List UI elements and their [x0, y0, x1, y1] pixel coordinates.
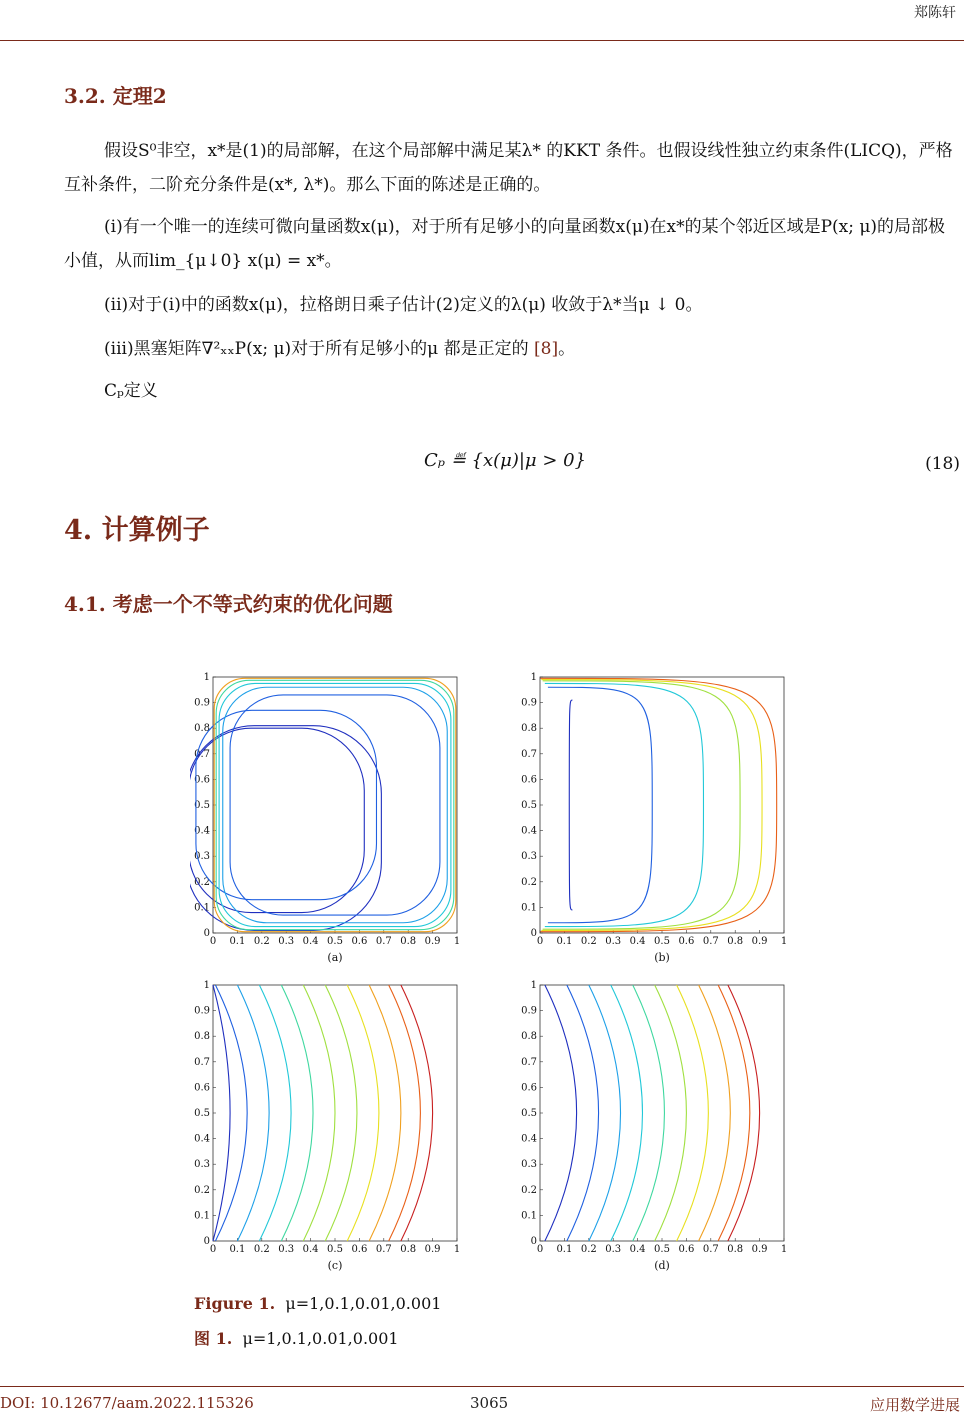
section-4-1-title: 4.1. 考虑一个不等式约束的优化问题 — [64, 592, 393, 616]
y-tick-label: 0.1 — [194, 902, 210, 914]
contour-line — [548, 687, 652, 923]
y-tick-label: 0.3 — [194, 1159, 210, 1171]
contour-line — [259, 985, 291, 1241]
x-tick-label: 0.6 — [351, 1244, 368, 1255]
contour-line — [303, 985, 335, 1241]
y-tick-label: 1 — [530, 672, 537, 683]
x-tick-label: 0.4 — [629, 936, 646, 947]
display-equation: Cₚ ≝ {x(μ)|μ > 0} — [424, 450, 587, 471]
y-tick-label: 0.7 — [521, 748, 537, 760]
footer-page-number: 3065 — [470, 1394, 509, 1412]
contour-line — [347, 985, 379, 1241]
y-tick-label: 0.9 — [521, 1005, 537, 1017]
contour-line — [543, 681, 740, 929]
panel-label: (d) — [654, 1259, 670, 1272]
x-tick-label: 1 — [453, 936, 461, 947]
contour-line — [611, 985, 643, 1241]
y-tick-label: 0.4 — [521, 825, 537, 837]
x-tick-label: 0.1 — [556, 936, 573, 947]
y-tick-label: 0 — [530, 928, 537, 939]
x-tick-label: 0.6 — [351, 936, 368, 947]
x-tick-label: 0.6 — [678, 936, 695, 947]
contour-line — [223, 687, 447, 923]
y-tick-label: 0.5 — [521, 800, 537, 811]
x-tick-label: 0.9 — [751, 1244, 768, 1255]
x-tick-label: 1 — [780, 1244, 788, 1255]
contour-line — [219, 683, 451, 926]
x-tick-label: 0.7 — [375, 1244, 392, 1255]
y-tick-label: 1 — [530, 980, 537, 991]
y-tick-label: 0.3 — [521, 1159, 537, 1171]
x-tick-label: 0.7 — [702, 936, 719, 947]
contour-line — [214, 678, 456, 931]
x-tick-label: 0.5 — [327, 936, 343, 947]
y-tick-label: 0.8 — [194, 1031, 210, 1043]
citation-link[interactable]: [8] — [534, 339, 559, 359]
x-tick-label: 0.2 — [253, 936, 270, 947]
y-tick-label: 0.8 — [521, 1031, 537, 1043]
contour-line — [401, 985, 433, 1241]
theorem-paragraph-1: 假设S⁰非空，x*是(1)的局部解，在这个局部解中满足某λ* 的KKT 条件。也假设线性独立约束条件(LICQ)，严格互补条件，二阶充分条件是(x*, λ*)。那么下面的陈述是正确的。 — [64, 141, 953, 195]
panel-label: (c) — [327, 1259, 343, 1272]
x-tick-label: 1 — [780, 936, 788, 947]
x-tick-label: 1 — [453, 1244, 461, 1255]
x-tick-label: 0 — [209, 1244, 217, 1255]
y-tick-label: 0.6 — [194, 1082, 210, 1094]
contour-line — [237, 985, 269, 1241]
contour-line — [369, 985, 401, 1241]
contour-line — [567, 985, 599, 1241]
contour-line — [216, 680, 454, 929]
x-tick-label: 0 — [536, 1244, 544, 1255]
y-tick-label: 0.5 — [194, 1108, 210, 1119]
running-header-author: 郑陈轩 — [914, 5, 956, 21]
x-tick-label: 0.4 — [629, 1244, 646, 1255]
y-tick-label: 1 — [203, 980, 210, 991]
x-tick-label: 0.5 — [654, 936, 670, 947]
contour-line — [545, 683, 704, 926]
y-tick-label: 0.9 — [521, 697, 537, 709]
figure-1 — [190, 665, 790, 1281]
contour-line — [633, 985, 665, 1241]
x-tick-label: 0.5 — [327, 1244, 343, 1255]
footer-doi-link[interactable]: DOI: 10.12677/aam.2022.115326 — [0, 1394, 254, 1412]
figure-caption-zh — [194, 1326, 399, 1349]
x-tick-label: 0.3 — [278, 936, 295, 947]
y-tick-label: 0.8 — [521, 723, 537, 735]
y-tick-label: 0.2 — [194, 1184, 210, 1196]
theorem-paragraph-2: (i)有一个唯一的连续可微向量函数x(μ)，对于所有足够小的向量函数x(μ)在x*的某个邻近区域是P(x; μ)的局部极小值，从而lim_{μ↓0} x(μ) = x*。 — [64, 217, 946, 271]
y-tick-label: 0.2 — [521, 1184, 537, 1196]
y-tick-label: 1 — [203, 672, 210, 683]
x-tick-label: 0.3 — [605, 1244, 622, 1255]
x-tick-label: 0.7 — [702, 1244, 719, 1255]
y-tick-label: 0.2 — [194, 876, 210, 888]
equation-number: (18) — [925, 454, 960, 474]
x-tick-label: 0.4 — [302, 1244, 319, 1255]
y-tick-label: 0.4 — [521, 1133, 537, 1145]
y-tick-label: 0.1 — [521, 902, 537, 914]
x-tick-label: 0 — [209, 936, 217, 947]
y-tick-label: 0.2 — [521, 876, 537, 888]
x-tick-label: 0.5 — [654, 1244, 670, 1255]
y-tick-label: 0.3 — [194, 851, 210, 863]
contour-line — [569, 700, 572, 910]
panel-label: (a) — [327, 951, 343, 964]
caption-zh-label: 图 1. — [194, 1329, 233, 1348]
x-tick-label: 0.3 — [605, 936, 622, 947]
y-tick-label: 0.6 — [194, 774, 210, 786]
y-tick-label: 0 — [203, 928, 210, 939]
y-tick-label: 0.5 — [521, 1108, 537, 1119]
x-tick-label: 0.7 — [375, 936, 392, 947]
theorem-paragraph-4 — [64, 332, 962, 366]
caption-en-text: μ=1,0.1,0.01,0.001 — [285, 1294, 442, 1313]
y-tick-label: 0.6 — [521, 774, 537, 786]
x-tick-label: 0.9 — [751, 936, 768, 947]
paragraph-4-text: (iii)黑塞矩阵∇²ₓₓP(x; μ)对于所有足够小的μ 都是正定的 — [104, 339, 534, 359]
y-tick-label: 0.4 — [194, 825, 210, 837]
y-tick-label: 0.7 — [194, 1056, 210, 1068]
contour-line — [699, 985, 731, 1241]
x-tick-label: 0.4 — [302, 936, 319, 947]
x-tick-label: 0.8 — [727, 936, 744, 947]
contour-line — [728, 985, 760, 1241]
panel-frame — [540, 677, 784, 933]
x-tick-label: 0.8 — [727, 1244, 744, 1255]
contour-line — [389, 985, 421, 1241]
y-tick-label: 0.9 — [194, 697, 210, 709]
caption-zh-text: μ=1,0.1,0.01,0.001 — [242, 1329, 399, 1348]
x-tick-label: 0.2 — [580, 1244, 597, 1255]
contour-line — [589, 985, 621, 1241]
contour-line — [718, 985, 750, 1241]
x-tick-label: 0.1 — [229, 936, 246, 947]
figure-caption-en — [194, 1294, 441, 1313]
section-4-title: 4. 计算例子 — [64, 515, 210, 546]
definition-intro: Cₚ定义 — [104, 381, 158, 401]
x-tick-label: 0.8 — [400, 1244, 417, 1255]
y-tick-label: 0.8 — [194, 723, 210, 735]
header-rule — [0, 40, 964, 41]
panel-frame — [213, 677, 457, 933]
y-tick-label: 0 — [530, 1236, 537, 1247]
y-tick-label: 0.7 — [194, 748, 210, 760]
x-tick-label: 0.1 — [229, 1244, 246, 1255]
x-tick-label: 0.2 — [253, 1244, 270, 1255]
x-tick-label: 0.8 — [400, 936, 417, 947]
x-tick-label: 0 — [536, 936, 544, 947]
theorem-paragraph-3: (ii)对于(i)中的函数x(μ)，拉格朗日乘子估计(2)定义的λ(μ) 收敛于λ*当μ ↓ 0。 — [104, 295, 703, 315]
contour-line — [325, 985, 357, 1241]
x-tick-label: 0.9 — [424, 936, 441, 947]
section-3-2-title: 3.2. 定理2 — [64, 84, 167, 108]
contour-line — [545, 985, 577, 1241]
footer-journal-name: 应用数学进展 — [869, 1396, 960, 1414]
x-tick-label: 0.2 — [580, 936, 597, 947]
caption-en-label: Figure 1. — [194, 1294, 276, 1313]
x-tick-label: 0.9 — [424, 1244, 441, 1255]
y-tick-label: 0.6 — [521, 1082, 537, 1094]
y-tick-label: 0.4 — [194, 1133, 210, 1145]
y-tick-label: 0.1 — [194, 1210, 210, 1222]
footer-rule — [0, 1386, 964, 1387]
x-tick-label: 0.6 — [678, 1244, 695, 1255]
paragraph-4-end: 。 — [558, 339, 576, 359]
y-tick-label: 0 — [203, 1236, 210, 1247]
contour-figure — [190, 665, 790, 1277]
panel-label: (b) — [654, 951, 670, 964]
x-tick-label: 0.1 — [556, 1244, 573, 1255]
contour-line — [655, 985, 687, 1241]
contour-line — [540, 678, 776, 931]
x-tick-label: 0.3 — [278, 1244, 295, 1255]
contour-line — [281, 985, 313, 1241]
contour-line — [677, 985, 709, 1241]
y-tick-label: 0.7 — [521, 1056, 537, 1068]
y-tick-label: 0.5 — [194, 800, 210, 811]
y-tick-label: 0.3 — [521, 851, 537, 863]
y-tick-label: 0.9 — [194, 1005, 210, 1017]
contour-line — [541, 680, 762, 931]
y-tick-label: 0.1 — [521, 1210, 537, 1222]
contour-line — [215, 985, 247, 1241]
